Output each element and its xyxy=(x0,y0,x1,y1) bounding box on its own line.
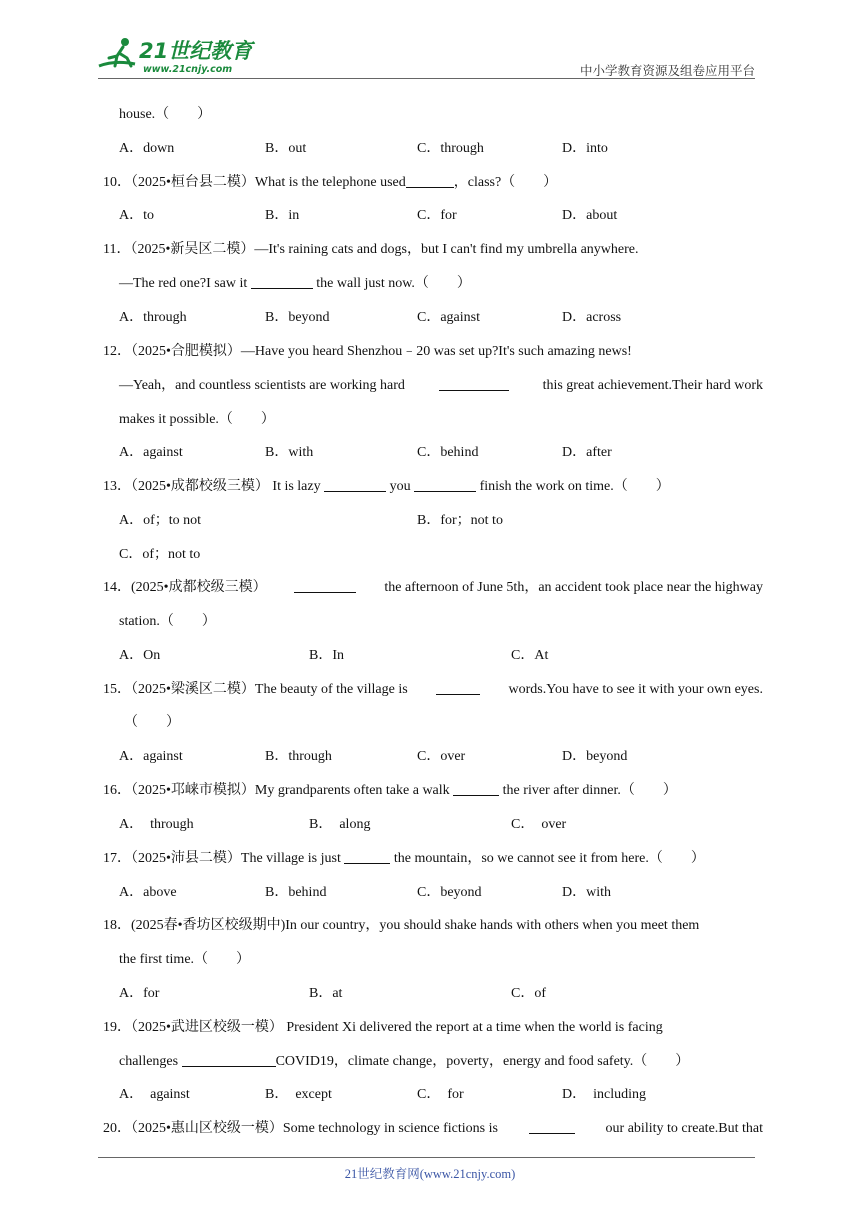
answer-option: D．after xyxy=(562,445,612,460)
answer-blank xyxy=(414,477,476,492)
answer-option: C． for xyxy=(417,1087,464,1102)
answer-option: B．out xyxy=(265,141,307,156)
answer-option: A． against xyxy=(119,1087,190,1102)
answer-option: B．behind xyxy=(265,885,327,900)
question-text: 13．（2025•成都校级三模） It is lazy xyxy=(103,479,325,494)
page-header xyxy=(0,0,860,90)
answer-option: A．above xyxy=(119,885,177,900)
answer-option: B．with xyxy=(265,445,314,460)
question-text: the river after dinner.（ ） xyxy=(499,783,677,798)
answer-blank xyxy=(439,376,509,391)
answer-blank xyxy=(436,680,480,695)
question-text: —The red one?I saw it xyxy=(119,276,251,291)
question-text: you xyxy=(386,479,415,494)
answer-option: A．of；to not xyxy=(119,513,202,528)
answer-option: A．through xyxy=(119,310,187,325)
answer-blank xyxy=(182,1052,276,1067)
answer-option: B． along xyxy=(309,817,371,832)
question-text: words.You have to see it with your own eyes. xyxy=(505,682,763,697)
question-line xyxy=(119,105,211,125)
answer-option: C．against xyxy=(417,310,480,325)
answer-option: C．of xyxy=(511,986,546,1001)
question-line xyxy=(119,376,763,396)
question-text: 16．（2025•邛崃市模拟）My grandparents often take a walk xyxy=(103,783,454,798)
answer-blank xyxy=(324,477,386,492)
footer-text: 21世纪教育网(www.21cnjy.com) xyxy=(344,1167,516,1181)
answer-option: B．In xyxy=(309,648,344,663)
question-stem xyxy=(103,916,763,936)
question-text: —Yeah，and countless scientists are working hard xyxy=(119,378,409,393)
question-text: 10．（2025•桓台县二模）What is the telephone used xyxy=(103,175,406,190)
answer-option: C．behind xyxy=(417,445,479,460)
platform-name: 中小学教育资源及组卷应用平台 xyxy=(579,63,755,78)
answer-option: B． except xyxy=(265,1087,332,1102)
footer-rule xyxy=(98,1157,755,1158)
question-text: 12．（2025•合肥模拟）—Have you heard Shenzhou﹣20 was set up?It's such amazing news! xyxy=(103,344,632,359)
answer-blank xyxy=(344,849,390,864)
answer-option: B．at xyxy=(309,986,343,1001)
answer-option: D．beyond xyxy=(562,749,628,764)
answer-option: D．into xyxy=(562,141,608,156)
answer-option: C．through xyxy=(417,141,484,156)
question-text: 19．（2025•武进区校级一模） President Xi delivered the report at a time when the world is facing xyxy=(103,1020,663,1035)
answer-blank xyxy=(406,173,454,188)
answer-option: C．of；not to xyxy=(119,547,201,562)
question-line xyxy=(119,410,275,430)
question-stem xyxy=(103,849,705,869)
answer-option: C．At xyxy=(511,648,549,663)
question-stem xyxy=(103,680,763,700)
question-stem xyxy=(103,1119,763,1139)
question-line xyxy=(119,950,250,970)
answer-option: C．beyond xyxy=(417,885,482,900)
question-text: COVID19，climate change，poverty，energy and food safety.（ ） xyxy=(275,1054,690,1069)
answer-option: D． including xyxy=(562,1087,646,1102)
question-line xyxy=(119,1052,689,1072)
question-stem xyxy=(103,1018,763,1038)
question-text: 18．(2025春•香坊区校级期中)In our country，you should shake hands with others when you meet them xyxy=(103,918,700,933)
answer-blank xyxy=(251,274,313,289)
answer-option: D．with xyxy=(562,885,611,900)
question-text: makes it possible.（ ） xyxy=(119,412,275,427)
answer-option: B．beyond xyxy=(265,310,330,325)
question-stem xyxy=(103,578,763,598)
svg-text:21世纪教育: 21世纪教育 xyxy=(139,39,253,63)
question-line xyxy=(119,612,216,632)
question-text: the afternoon of June 5th，an accident took place near the highway xyxy=(380,580,763,595)
question-line xyxy=(124,713,180,733)
question-text: 20．（2025•惠山区校级一模）Some technology in science fictions is xyxy=(103,1121,502,1136)
answer-option: A．down xyxy=(119,141,175,156)
question-text: 15．（2025•梁溪区二模）The beauty of the village is xyxy=(103,682,412,697)
svg-text:www.21cnjy.com: www.21cnjy.com xyxy=(143,64,233,75)
question-stem xyxy=(103,173,557,193)
question-text: 17．（2025•沛县二模）The village is just xyxy=(103,851,345,866)
answer-blank xyxy=(529,1119,575,1134)
question-stem xyxy=(103,342,632,362)
question-stem xyxy=(103,781,677,801)
answer-option: B．through xyxy=(265,749,332,764)
answer-option: A．against xyxy=(119,445,183,460)
answer-blank xyxy=(294,578,356,593)
answer-option: A．to xyxy=(119,208,154,223)
logo-icon xyxy=(95,36,265,76)
question-line xyxy=(119,274,471,294)
answer-option: C．over xyxy=(417,749,466,764)
question-text: 11．（2025•新吴区二模）—It's raining cats and dogs，but I can't find my umbrella anywhere. xyxy=(103,242,639,257)
question-stem xyxy=(103,240,639,260)
question-text: our ability to create.But that xyxy=(602,1121,763,1136)
question-text: challenges xyxy=(119,1054,182,1069)
answer-blank xyxy=(453,781,499,796)
answer-option: A． through xyxy=(119,817,194,832)
question-text: house.（ ） xyxy=(119,107,212,122)
answer-option: D．across xyxy=(562,310,622,325)
answer-option: D．about xyxy=(562,208,618,223)
answer-option: A．against xyxy=(119,749,183,764)
question-text: the mountain，so we cannot see it from here.（ ） xyxy=(390,851,705,866)
answer-option: B．for；not to xyxy=(417,513,503,528)
answer-option: C．for xyxy=(417,208,457,223)
question-text: ，class?（ ） xyxy=(453,175,558,190)
question-text: （ ） xyxy=(124,715,180,730)
answer-option: C． over xyxy=(511,817,567,832)
question-text: this great achievement.Their hard work xyxy=(539,378,763,393)
question-stem xyxy=(103,477,670,497)
question-text: 14．(2025•成都校级三模） xyxy=(103,580,271,595)
question-text: station.（ ） xyxy=(119,614,216,629)
answer-option: B．in xyxy=(265,208,300,223)
question-text: finish the work on time.（ ） xyxy=(476,479,670,494)
answer-option: A．On xyxy=(119,648,161,663)
header-rule xyxy=(98,78,755,79)
answer-option: A．for xyxy=(119,986,160,1001)
question-text: the first time.（ ） xyxy=(119,952,251,967)
question-text: the wall just now.（ ） xyxy=(312,276,471,291)
